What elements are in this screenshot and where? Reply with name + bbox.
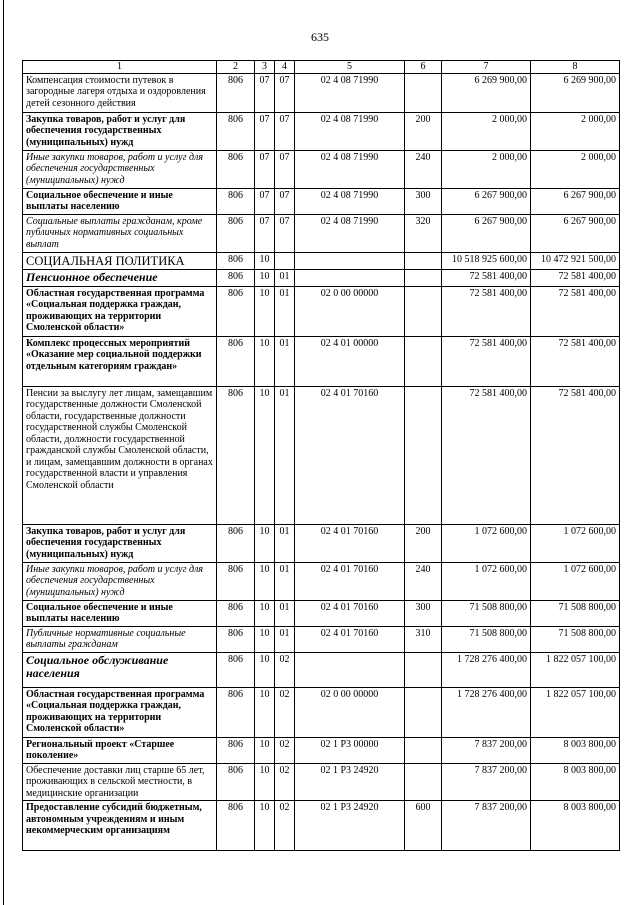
cell-ministry-code: 806	[217, 286, 255, 336]
cell-target-item: 02 0 00 00000	[295, 687, 405, 737]
cell-section-code: 10	[255, 600, 275, 626]
cell-amount-year1: 72 581 400,00	[442, 269, 531, 286]
cell-subsection-code: 07	[275, 112, 295, 150]
cell-expense-type: 320	[405, 214, 442, 252]
table-row	[23, 524, 620, 562]
cell-amount-year2: 72 581 400,00	[531, 286, 620, 336]
cell-amount-year2: 10 472 921 500,00	[531, 252, 620, 269]
cell-amount-year2: 72 581 400,00	[531, 386, 620, 524]
cell-amount-year1: 71 508 800,00	[442, 600, 531, 626]
cell-expense-type	[405, 763, 442, 801]
cell-subsection-code: 07	[275, 214, 295, 252]
cell-subsection-code	[275, 252, 295, 269]
cell-expense-type	[405, 252, 442, 269]
cell-expense-type	[405, 336, 442, 386]
cell-section-code: 07	[255, 150, 275, 188]
cell-section-code: 10	[255, 286, 275, 336]
table-row	[23, 252, 620, 269]
page-number: 635	[311, 30, 329, 44]
cell-ministry-code: 806	[217, 252, 255, 269]
cell-amount-year2: 8 003 800,00	[531, 801, 620, 851]
cell-amount-year1: 6 267 900,00	[442, 188, 531, 214]
cell-section-code: 07	[255, 112, 275, 150]
row-name: Компенсация стоимости путевок в загородные лагеря отдыха и оздоровления детей сезонного действия	[23, 73, 217, 112]
cell-amount-year2: 1 072 600,00	[531, 562, 620, 600]
cell-subsection-code: 01	[275, 336, 295, 386]
row-name: Социальные выплаты гражданам, кроме публичных нормативных социальных выплат	[23, 214, 217, 252]
cell-target-item: 02 0 00 00000	[295, 286, 405, 336]
cell-amount-year2: 72 581 400,00	[531, 336, 620, 386]
cell-target-item	[295, 252, 405, 269]
row-name: Закупка товаров, работ и услуг для обеспечения государственных (муниципальных) нужд	[23, 112, 217, 150]
table-row	[23, 687, 620, 737]
cell-amount-year1: 6 267 900,00	[442, 214, 531, 252]
cell-ministry-code: 806	[217, 188, 255, 214]
cell-amount-year1: 7 837 200,00	[442, 763, 531, 801]
cell-amount-year2: 71 508 800,00	[531, 600, 620, 626]
cell-target-item: 02 1 P3 00000	[295, 737, 405, 763]
column-header: 4	[275, 61, 295, 74]
cell-ministry-code: 806	[217, 214, 255, 252]
cell-expense-type: 310	[405, 626, 442, 652]
cell-expense-type: 300	[405, 600, 442, 626]
cell-amount-year1: 1 728 276 400,00	[442, 652, 531, 687]
cell-ministry-code: 806	[217, 524, 255, 562]
cell-target-item: 02 4 01 70160	[295, 562, 405, 600]
cell-section-code: 07	[255, 73, 275, 112]
cell-amount-year2: 1 822 057 100,00	[531, 687, 620, 737]
cell-subsection-code: 07	[275, 150, 295, 188]
cell-ministry-code: 806	[217, 801, 255, 851]
column-header: 7	[442, 61, 531, 74]
table-row	[23, 763, 620, 801]
cell-section-code: 10	[255, 524, 275, 562]
cell-section-code: 10	[255, 336, 275, 386]
row-name: Обеспечение доставки лиц старше 65 лет, проживающих в сельской местности, в медицинские организации	[23, 763, 217, 801]
cell-target-item: 02 4 08 71990	[295, 73, 405, 112]
column-header: 8	[531, 61, 620, 74]
cell-ministry-code: 806	[217, 763, 255, 801]
cell-amount-year2: 6 269 900,00	[531, 73, 620, 112]
cell-expense-type	[405, 269, 442, 286]
cell-section-code: 10	[255, 252, 275, 269]
cell-target-item	[295, 269, 405, 286]
cell-amount-year1: 71 508 800,00	[442, 626, 531, 652]
table-row	[23, 626, 620, 652]
table-row	[23, 600, 620, 626]
cell-section-code: 10	[255, 801, 275, 851]
cell-section-code: 10	[255, 269, 275, 286]
cell-target-item: 02 1 P3 24920	[295, 763, 405, 801]
cell-ministry-code: 806	[217, 687, 255, 737]
cell-ministry-code: 806	[217, 386, 255, 524]
cell-section-code: 10	[255, 652, 275, 687]
table-row	[23, 652, 620, 687]
cell-subsection-code: 01	[275, 386, 295, 524]
cell-expense-type: 200	[405, 524, 442, 562]
cell-subsection-code: 02	[275, 763, 295, 801]
cell-target-item: 02 4 01 70160	[295, 626, 405, 652]
table-row	[23, 737, 620, 763]
table-row	[23, 386, 620, 524]
cell-amount-year2: 1 072 600,00	[531, 524, 620, 562]
column-header: 5	[295, 61, 405, 74]
cell-expense-type: 200	[405, 112, 442, 150]
cell-subsection-code: 01	[275, 524, 295, 562]
cell-ministry-code: 806	[217, 562, 255, 600]
table-row	[23, 73, 620, 112]
cell-expense-type: 240	[405, 150, 442, 188]
row-name: Закупка товаров, работ и услуг для обеспечения государственных (муниципальных) нужд	[23, 524, 217, 562]
cell-section-code: 07	[255, 188, 275, 214]
row-name: Пенсионное обеспечение	[23, 269, 217, 286]
column-header: 6	[405, 61, 442, 74]
table-row	[23, 336, 620, 386]
table-row	[23, 801, 620, 851]
cell-subsection-code: 07	[275, 188, 295, 214]
cell-expense-type: 300	[405, 188, 442, 214]
cell-expense-type	[405, 73, 442, 112]
cell-ministry-code: 806	[217, 737, 255, 763]
cell-subsection-code: 07	[275, 73, 295, 112]
cell-section-code: 10	[255, 737, 275, 763]
cell-expense-type	[405, 386, 442, 524]
cell-ministry-code: 806	[217, 652, 255, 687]
cell-subsection-code: 02	[275, 737, 295, 763]
cell-amount-year2: 1 822 057 100,00	[531, 652, 620, 687]
table-row	[23, 214, 620, 252]
cell-subsection-code: 02	[275, 652, 295, 687]
budget-table	[22, 60, 620, 851]
cell-amount-year1: 1 072 600,00	[442, 562, 531, 600]
table-row	[23, 286, 620, 336]
cell-ministry-code: 806	[217, 269, 255, 286]
cell-amount-year2: 8 003 800,00	[531, 763, 620, 801]
cell-ministry-code: 806	[217, 626, 255, 652]
cell-subsection-code: 01	[275, 286, 295, 336]
cell-amount-year1: 7 837 200,00	[442, 801, 531, 851]
cell-target-item: 02 4 01 70160	[295, 600, 405, 626]
cell-subsection-code: 01	[275, 600, 295, 626]
cell-section-code: 10	[255, 386, 275, 524]
cell-ministry-code: 806	[217, 150, 255, 188]
cell-section-code: 10	[255, 687, 275, 737]
cell-target-item: 02 1 P3 24920	[295, 801, 405, 851]
row-name: Областная государственная программа «Социальная поддержка граждан, проживающих на территории Смоленской области»	[23, 687, 217, 737]
cell-subsection-code: 01	[275, 562, 295, 600]
column-header: 2	[217, 61, 255, 74]
cell-target-item	[295, 652, 405, 687]
table-header-row	[23, 61, 620, 74]
table-row	[23, 112, 620, 150]
row-name: Социальное обслуживание населения	[23, 652, 217, 687]
column-header: 3	[255, 61, 275, 74]
row-name: Региональный проект «Старшее поколение»	[23, 737, 217, 763]
cell-target-item: 02 4 08 71990	[295, 150, 405, 188]
cell-section-code: 10	[255, 626, 275, 652]
cell-amount-year2: 6 267 900,00	[531, 214, 620, 252]
cell-expense-type: 600	[405, 801, 442, 851]
cell-target-item: 02 4 08 71990	[295, 188, 405, 214]
cell-subsection-code: 01	[275, 626, 295, 652]
cell-target-item: 02 4 01 70160	[295, 386, 405, 524]
cell-amount-year2: 6 267 900,00	[531, 188, 620, 214]
table-row	[23, 562, 620, 600]
cell-expense-type	[405, 286, 442, 336]
cell-target-item: 02 4 01 70160	[295, 524, 405, 562]
row-name: Социальное обеспечение и иные выплаты населению	[23, 188, 217, 214]
cell-expense-type: 240	[405, 562, 442, 600]
cell-amount-year1: 2 000,00	[442, 112, 531, 150]
cell-amount-year1: 72 581 400,00	[442, 336, 531, 386]
cell-section-code: 10	[255, 562, 275, 600]
cell-amount-year2: 2 000,00	[531, 112, 620, 150]
cell-ministry-code: 806	[217, 73, 255, 112]
cell-amount-year2: 8 003 800,00	[531, 737, 620, 763]
row-name: Пенсии за выслугу лет лицам, замещавшим государственные должности Смоленской области, государственные должности государственной службы Смоленской области, должности государственной гражданской службы Смоленской области, и лицам, замещавшим должности в органах государственной власти и управления Смоленской области	[23, 386, 217, 524]
row-name: Социальное обеспечение и иные выплаты населению	[23, 600, 217, 626]
table-row	[23, 150, 620, 188]
table-row	[23, 269, 620, 286]
cell-amount-year1: 72 581 400,00	[442, 386, 531, 524]
cell-amount-year1: 72 581 400,00	[442, 286, 531, 336]
cell-expense-type	[405, 652, 442, 687]
cell-section-code: 10	[255, 763, 275, 801]
cell-amount-year1: 7 837 200,00	[442, 737, 531, 763]
cell-target-item: 02 4 08 71990	[295, 112, 405, 150]
table-row	[23, 188, 620, 214]
row-name: Иные закупки товаров, работ и услуг для обеспечения государственных (муниципальных) нужд	[23, 150, 217, 188]
row-name: Публичные нормативные социальные выплаты гражданам	[23, 626, 217, 652]
cell-subsection-code: 02	[275, 687, 295, 737]
cell-expense-type	[405, 737, 442, 763]
cell-ministry-code: 806	[217, 600, 255, 626]
cell-ministry-code: 806	[217, 336, 255, 386]
cell-amount-year2: 72 581 400,00	[531, 269, 620, 286]
row-name: СОЦИАЛЬНАЯ ПОЛИТИКА	[23, 252, 217, 269]
cell-ministry-code: 806	[217, 112, 255, 150]
row-name: Комплекс процессных мероприятий «Оказание мер социальной поддержки отдельным категориям граждан»	[23, 336, 217, 386]
column-header: 1	[23, 61, 217, 74]
cell-amount-year2: 2 000,00	[531, 150, 620, 188]
cell-amount-year1: 6 269 900,00	[442, 73, 531, 112]
cell-amount-year1: 10 518 925 600,00	[442, 252, 531, 269]
cell-amount-year1: 1 072 600,00	[442, 524, 531, 562]
cell-amount-year1: 1 728 276 400,00	[442, 687, 531, 737]
row-name: Предоставление субсидий бюджетным, автономным учреждениям и иным некоммерческим организациям	[23, 801, 217, 851]
cell-amount-year1: 2 000,00	[442, 150, 531, 188]
left-margin-rule	[3, 0, 4, 905]
row-name: Иные закупки товаров, работ и услуг для обеспечения государственных (муниципальных) нужд	[23, 562, 217, 600]
cell-subsection-code: 01	[275, 269, 295, 286]
cell-expense-type	[405, 687, 442, 737]
row-name: Областная государственная программа «Социальная поддержка граждан, проживающих на территории Смоленской области»	[23, 286, 217, 336]
cell-subsection-code: 02	[275, 801, 295, 851]
cell-amount-year2: 71 508 800,00	[531, 626, 620, 652]
cell-section-code: 07	[255, 214, 275, 252]
cell-target-item: 02 4 08 71990	[295, 214, 405, 252]
cell-target-item: 02 4 01 00000	[295, 336, 405, 386]
